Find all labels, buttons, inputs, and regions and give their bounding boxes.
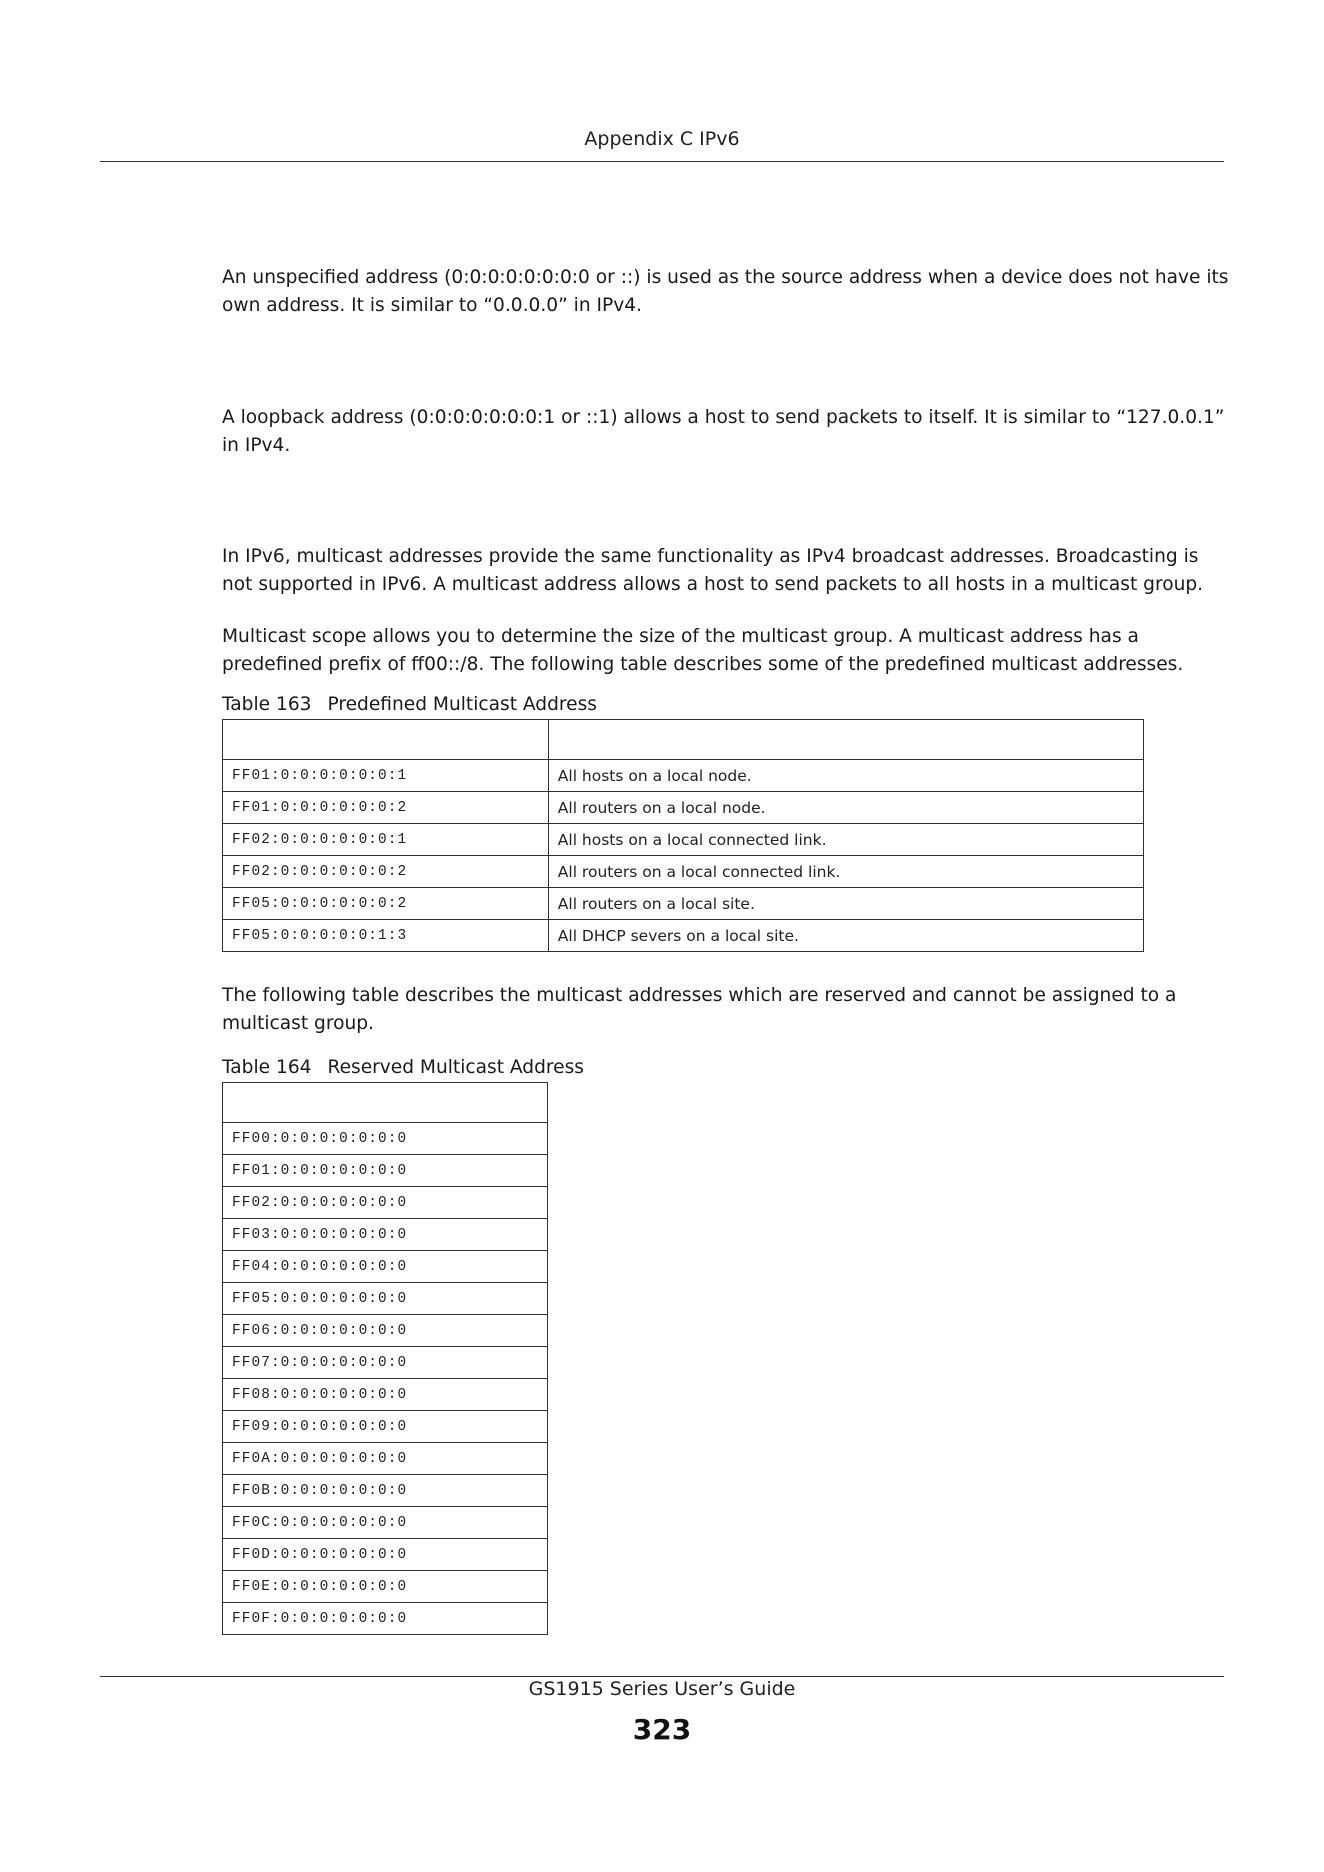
table-row [223, 1219, 548, 1251]
multicast-paragraph: In IPv6, multicast addresses provide the same functionality as IPv4 broadcast addresses. Broadcasting is not supported in IPv6. A multicast address allows a host to send packets to all hosts in a multicast group. [222, 546, 1204, 595]
table-row [223, 1187, 548, 1219]
description-cell: All hosts on a local connected link. [548, 824, 1143, 856]
page-number: 323 [632, 1713, 692, 1746]
table-row [223, 1155, 548, 1187]
table-164-number: Table 164 [222, 1057, 312, 1078]
multicast-address-cell: FF05:0:0:0:0:0:0:2 [223, 888, 549, 920]
table-row [223, 888, 1144, 920]
table-row [223, 1475, 548, 1507]
description-cell: All routers on a local connected link. [548, 856, 1143, 888]
table-row [223, 1347, 548, 1379]
reserved-address-cell: FF0A:0:0:0:0:0:0:0 [223, 1443, 548, 1475]
table-row [223, 1283, 548, 1315]
description-cell: All routers on a local site. [548, 888, 1143, 920]
table-row [223, 1315, 548, 1347]
reserved-address-cell: FF0B:0:0:0:0:0:0:0 [223, 1475, 548, 1507]
multicast-address-cell: FF05:0:0:0:0:0:1:3 [223, 920, 549, 952]
reserved-address-cell: FF0D:0:0:0:0:0:0:0 [223, 1539, 548, 1571]
reserved-address-cell: FF00:0:0:0:0:0:0:0 [223, 1123, 548, 1155]
unspecified-address-paragraph: An unspecified address (0:0:0:0:0:0:0:0 or ::) is used as the source address when a device does not have its own address. It is similar to “0.0.0.0” in IPv4. [222, 267, 1229, 316]
description-cell: All DHCP severs on a local site. [548, 920, 1143, 952]
reserved-address-cell: FF0F:0:0:0:0:0:0:0 [223, 1603, 548, 1635]
table-row [223, 760, 1144, 792]
table-row [223, 1123, 548, 1155]
footer-rule [100, 1676, 1224, 1677]
column-header-address [223, 1083, 548, 1123]
column-header-address [223, 720, 549, 760]
reserved-address-cell: FF01:0:0:0:0:0:0:0 [223, 1155, 548, 1187]
table-row [223, 824, 1144, 856]
table-164-caption [222, 1057, 584, 1078]
column-header-description [548, 720, 1143, 760]
reserved-address-cell: FF06:0:0:0:0:0:0:0 [223, 1315, 548, 1347]
reserved-multicast-table [222, 1082, 548, 1635]
table-row [223, 856, 1144, 888]
reserved-address-cell: FF04:0:0:0:0:0:0:0 [223, 1251, 548, 1283]
reserved-address-cell: FF07:0:0:0:0:0:0:0 [223, 1347, 548, 1379]
reserved-address-cell: FF0C:0:0:0:0:0:0:0 [223, 1507, 548, 1539]
multicast-address-cell: FF01:0:0:0:0:0:0:1 [223, 760, 549, 792]
table-row [223, 920, 1144, 952]
reserved-address-cell: FF09:0:0:0:0:0:0:0 [223, 1411, 548, 1443]
table-163-title: Predefined Multicast Address [327, 694, 597, 715]
table-164-title: Reserved Multicast Address [327, 1057, 584, 1078]
multicast-address-cell: FF02:0:0:0:0:0:0:1 [223, 824, 549, 856]
table-163-caption [222, 694, 597, 715]
loopback-address-paragraph: A loopback address (0:0:0:0:0:0:0:1 or ::1) allows a host to send packets to itself. It is similar to “127.0.0.1” in IPv4. [222, 407, 1225, 456]
reserved-address-cell: FF05:0:0:0:0:0:0:0 [223, 1283, 548, 1315]
reserved-address-cell: FF02:0:0:0:0:0:0:0 [223, 1187, 548, 1219]
predefined-multicast-table [222, 719, 1144, 952]
table-header-row [223, 720, 1144, 760]
description-cell: All routers on a local node. [548, 792, 1143, 824]
table-row [223, 1379, 548, 1411]
table-row [223, 1443, 548, 1475]
reserved-address-cell: FF03:0:0:0:0:0:0:0 [223, 1219, 548, 1251]
guide-title: GS1915 Series User’s Guide [528, 1678, 796, 1700]
reserved-intro-paragraph: The following table describes the multicast addresses which are reserved and cannot be assigned to a multicast group. [222, 985, 1177, 1034]
table-row [223, 1411, 548, 1443]
table-163-number: Table 163 [222, 694, 312, 715]
table-row [223, 1539, 548, 1571]
table-row [223, 792, 1144, 824]
multicast-address-cell: FF01:0:0:0:0:0:0:2 [223, 792, 549, 824]
header-rule [100, 161, 1224, 162]
table-row [223, 1603, 548, 1635]
running-header: Appendix C IPv6 [584, 128, 740, 150]
multicast-scope-paragraph: Multicast scope allows you to determine the size of the multicast group. A multicast address has a predefined prefix of ff00::/8. The following table describes some of the predefined multicast addresses. [222, 626, 1184, 675]
table-row [223, 1507, 548, 1539]
table-row [223, 1251, 548, 1283]
reserved-address-cell: FF08:0:0:0:0:0:0:0 [223, 1379, 548, 1411]
table-header-row [223, 1083, 548, 1123]
table-row [223, 1571, 548, 1603]
multicast-address-cell: FF02:0:0:0:0:0:0:2 [223, 856, 549, 888]
description-cell: All hosts on a local node. [548, 760, 1143, 792]
reserved-address-cell: FF0E:0:0:0:0:0:0:0 [223, 1571, 548, 1603]
